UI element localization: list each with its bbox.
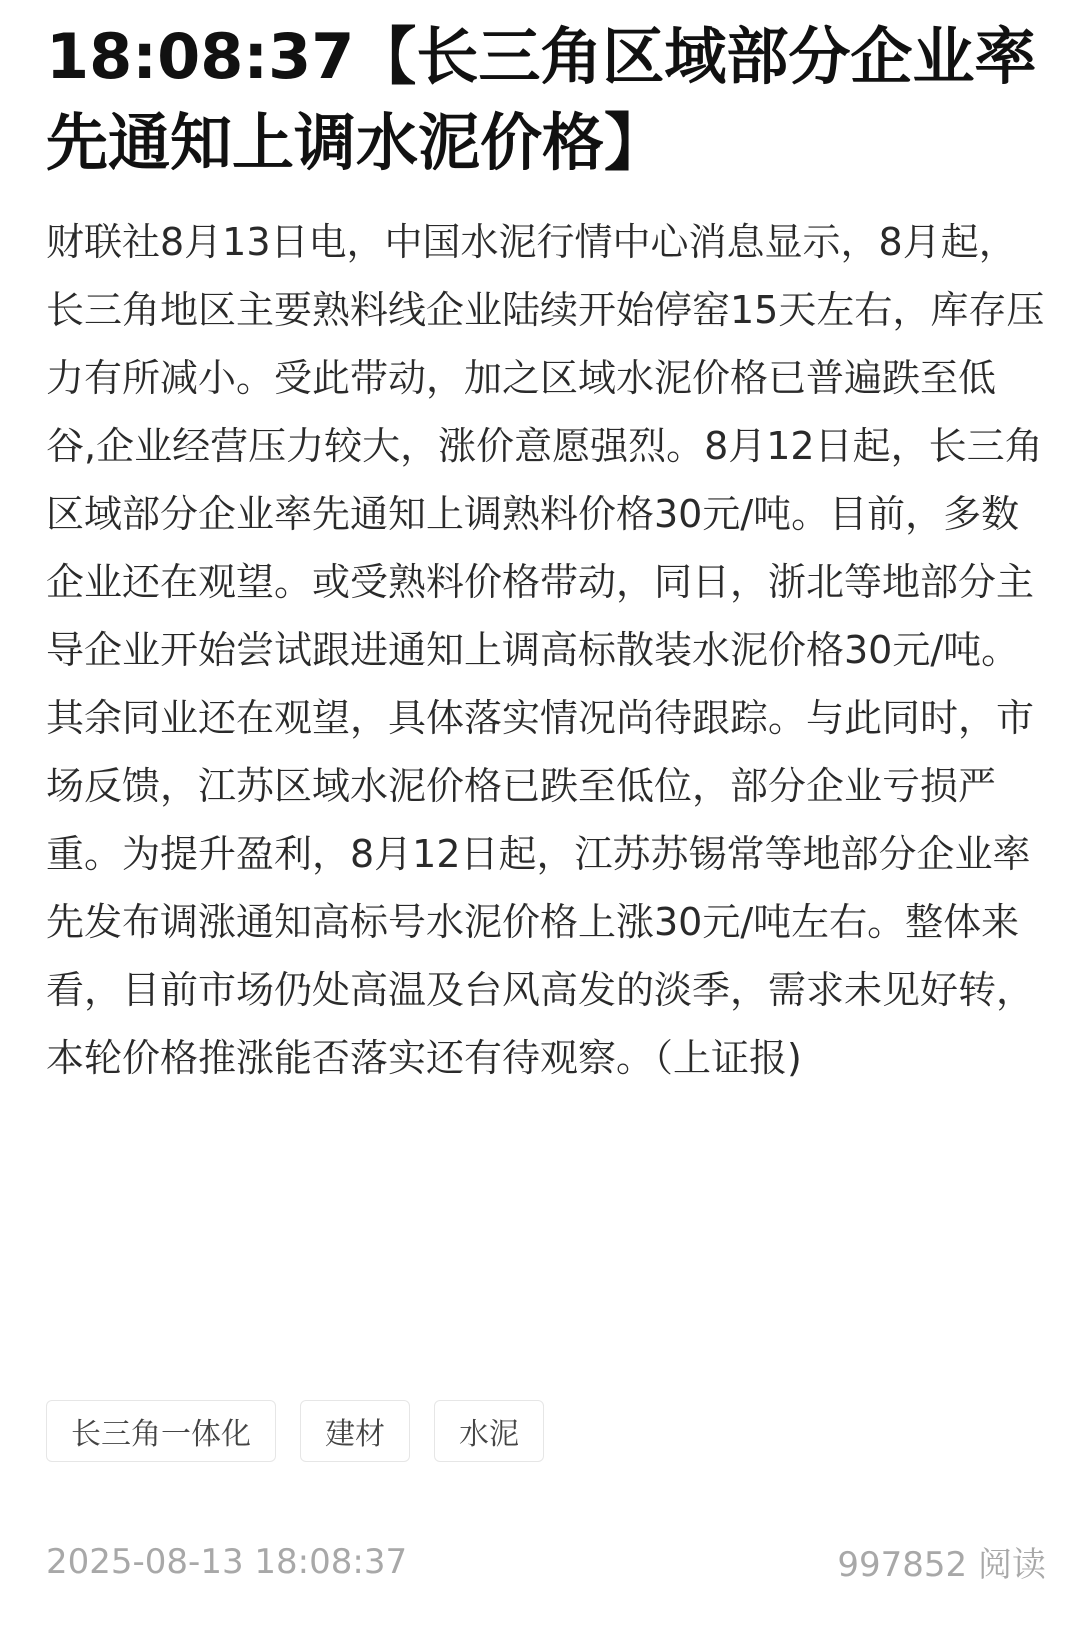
tag-building-materials[interactable]: 建材	[300, 1400, 410, 1462]
article-title: 18:08:37【长三角区域部分企业率先通知上调水泥价格】	[46, 20, 1037, 179]
read-count: 997852 阅读	[837, 1545, 1046, 1585]
publish-datetime: 2025-08-13 18:08:37	[46, 1541, 408, 1582]
tag-list	[46, 1400, 544, 1462]
article-footer	[46, 1537, 1046, 1586]
article	[46, 14, 1046, 1092]
tag-cement[interactable]: 水泥	[434, 1400, 544, 1462]
tag-yangtze-delta-integration[interactable]: 长三角一体化	[46, 1400, 276, 1462]
article-body: 财联社8月13日电，中国水泥行情中心消息显示，8月起，长三角地区主要熟料线企业陆续开始停窑15天左右，库存压力有所减小。受此带动，加之区域水泥价格已普遍跌至低谷,企业经营压力较大，涨价意愿强烈。8月12日起，长三角区域部分企业率先通知上调熟料价格30元/吨。目前，多数企业还在观望。或受熟料价格带动，同日，浙北等地部分主导企业开始尝试跟进通知上调高标散装水泥价格30元/吨。其余同业还在观望，具体落实情况尚待跟踪。与此同时，市场反馈，江苏区域水泥价格已跌至低位，部分企业亏损严重。为提升盈利，8月12日起，江苏苏锡常等地部分企业率先发布调涨通知高标号水泥价格上涨30元/吨左右。整体来看，目前市场仍处高温及台风高发的淡季，需求未见好转，本轮价格推涨能否落实还有待观察。（上证报)	[46, 220, 1045, 1080]
